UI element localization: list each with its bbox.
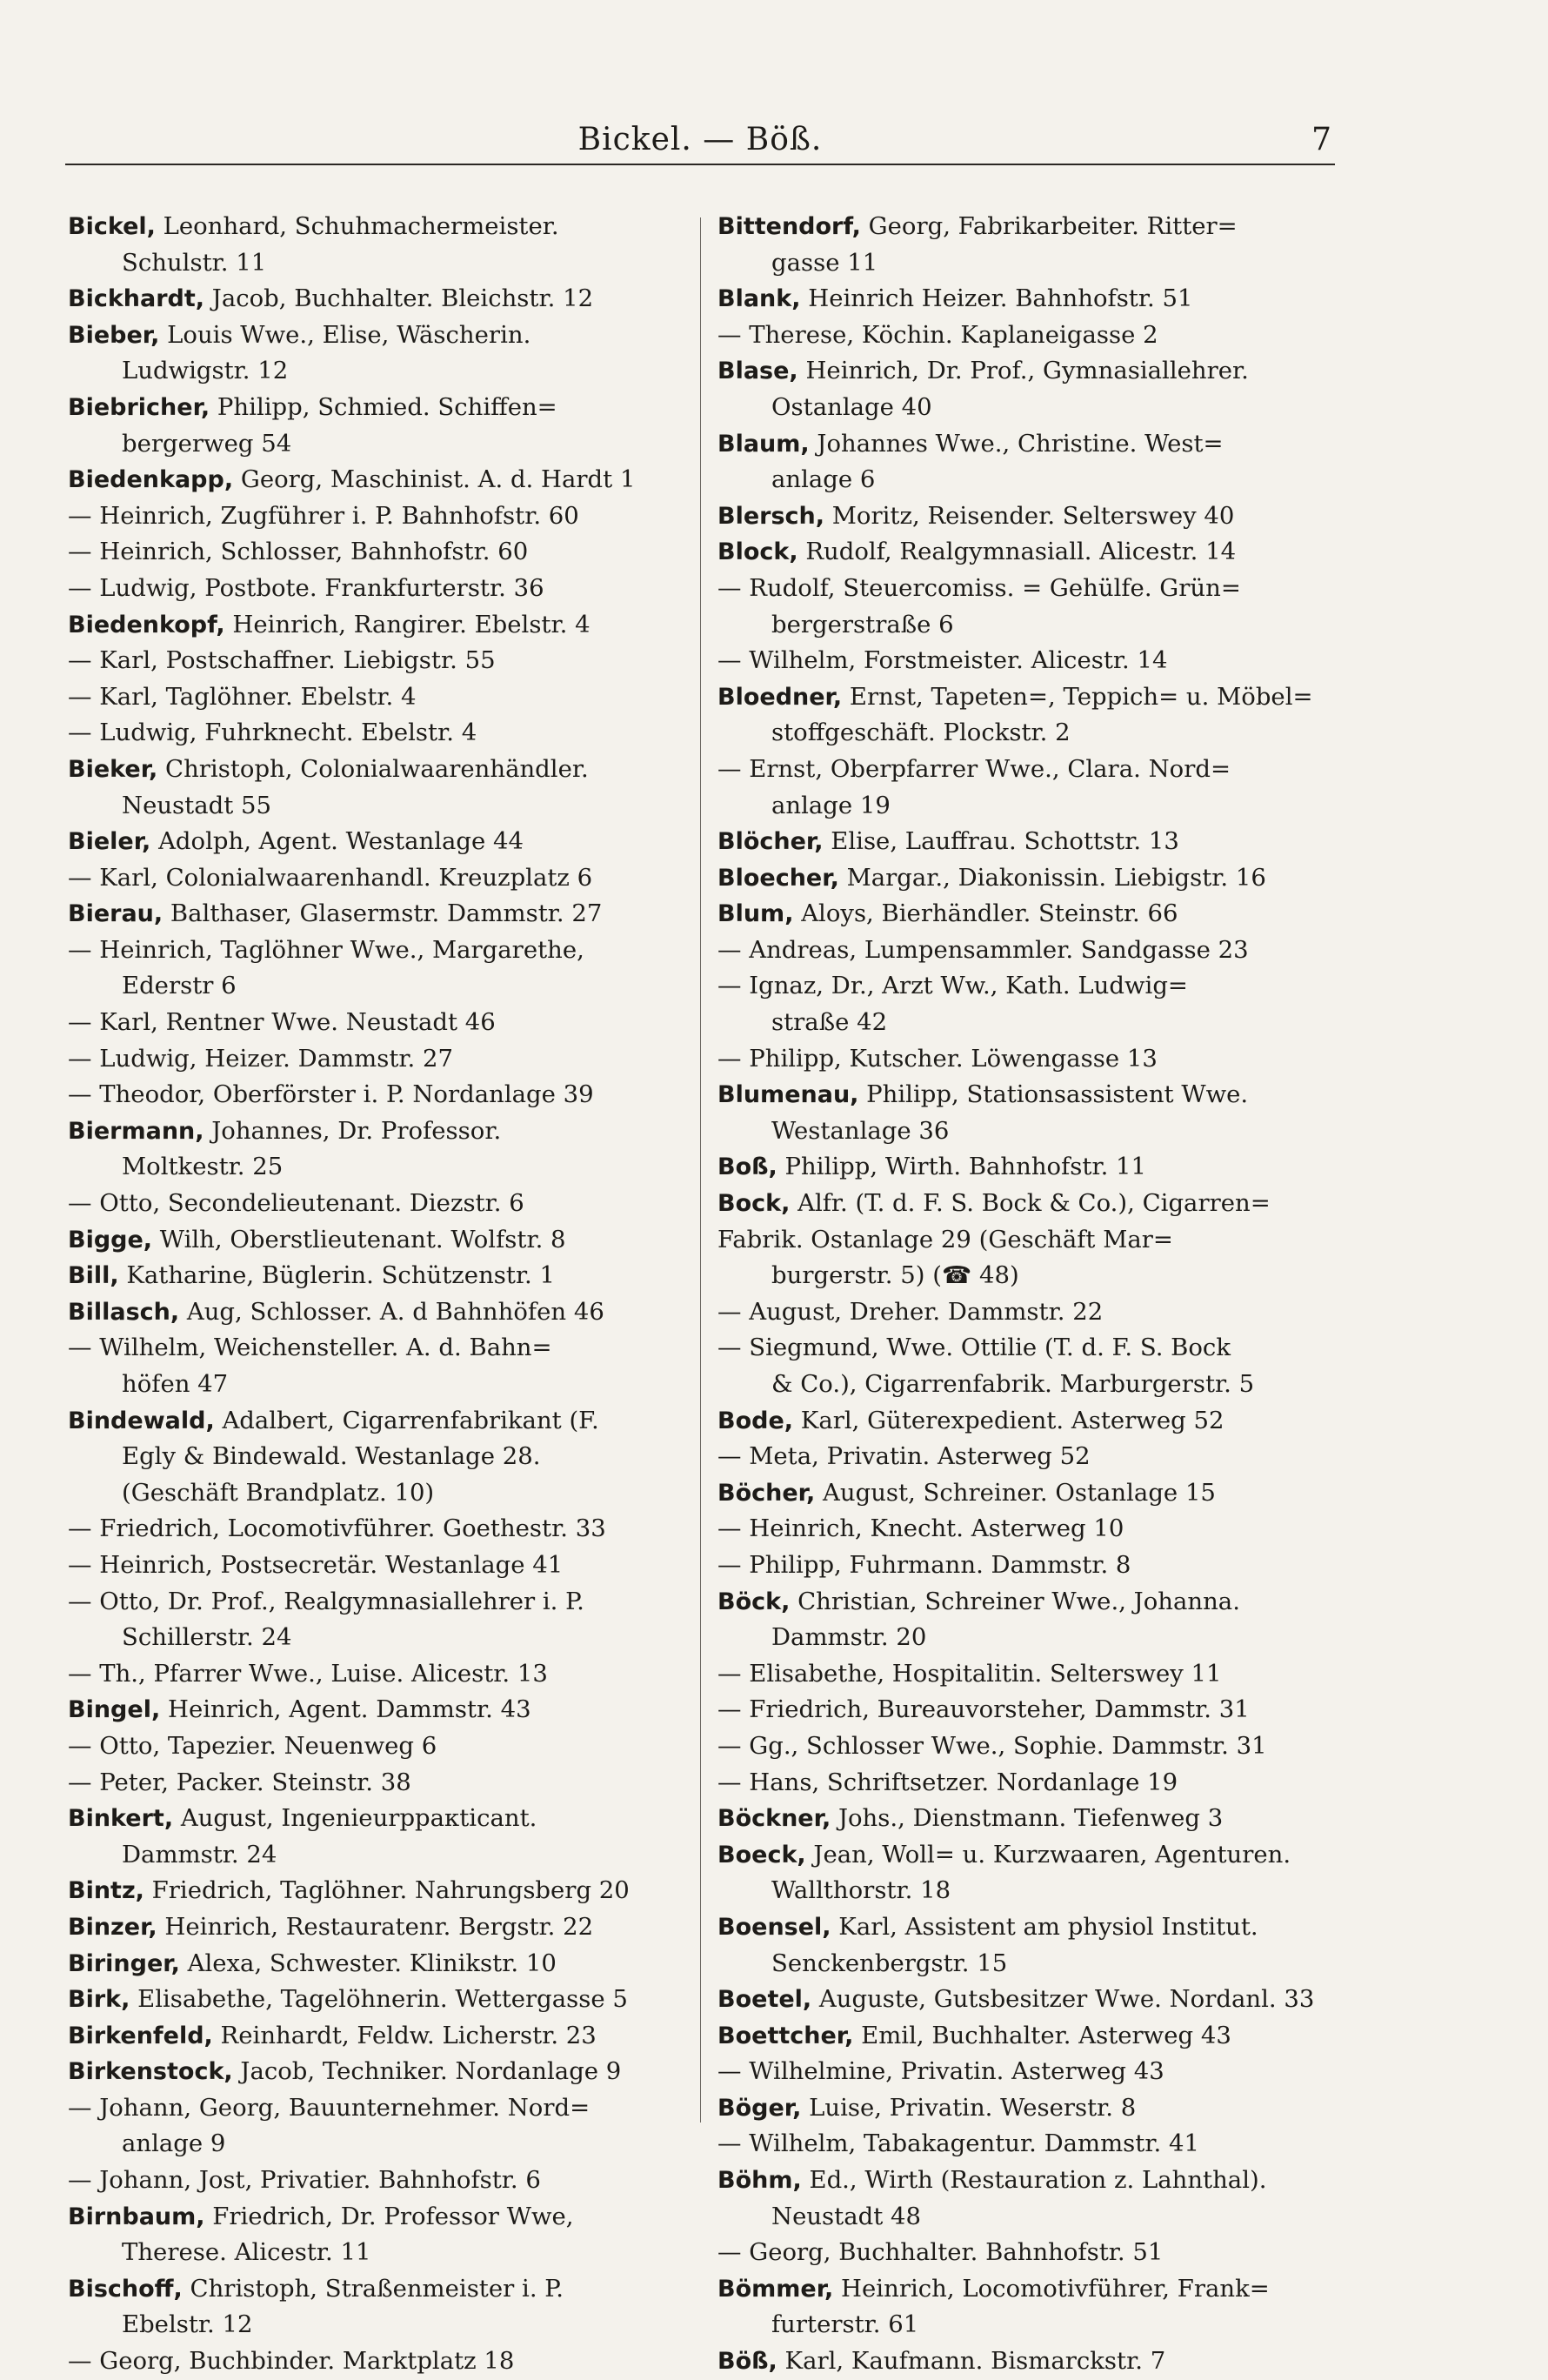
directory-line: [68, 2054, 690, 2090]
entry-text: furterstr. 61: [771, 2310, 919, 2339]
directory-line: [68, 715, 690, 752]
entry-text: — Ludwig, Postbote. Frankfurterstr. 36: [68, 573, 544, 602]
directory-line: [717, 679, 1339, 716]
directory-line: [717, 1113, 1339, 1150]
surname: Binkert,: [68, 1805, 174, 1833]
directory-line: [717, 968, 1339, 1005]
directory-line: [717, 2090, 1339, 2127]
directory-line: [68, 1222, 690, 1259]
entry-text: Ostanlage 40: [771, 392, 932, 421]
entry-text: Schulstr. 11: [122, 248, 267, 277]
entry-text: Egly & Bindewald. Westanlage 28.: [122, 1442, 541, 1471]
directory-line: [68, 933, 690, 969]
entry-text: — Philipp, Fuhrmann. Dammstr. 8: [717, 1550, 1131, 1579]
directory-line: [717, 1982, 1339, 2018]
entry-text: Luise, Privatin. Weserstr. 8: [801, 2093, 1137, 2122]
entry-text: Johannes, Dr. Professor.: [204, 1116, 502, 1145]
surname: Bock,: [717, 1190, 791, 1218]
entry-text: Moritz, Reisender. Selterswey 40: [824, 501, 1235, 530]
entry-text: — Karl, Colonialwaarenhandl. Kreuzplatz 6: [68, 863, 593, 892]
page-number: 7: [1311, 122, 1331, 157]
entry-text: Jacob, Buchhalter. Bleichstr. 12: [204, 284, 594, 313]
directory-line: [68, 1511, 690, 1548]
entry-text: — Therese, Köchin. Kaplaneigasse 2: [717, 320, 1158, 349]
entry-text: Alexa, Schwester. Klinikstr. 10: [179, 1949, 557, 1977]
entry-text: — Peter, Packer. Steinstr. 38: [68, 1768, 411, 1796]
entry-text: Heinrich, Restauratenr. Bergstr. 22: [157, 1912, 594, 1941]
entry-text: Christoph, Straßenmeister i. P.: [182, 2274, 564, 2303]
directory-line: [717, 1620, 1339, 1656]
directory-line: [717, 2163, 1339, 2199]
directory-line: [68, 824, 690, 860]
directory-line: [68, 1005, 690, 1041]
entry-text: anlage 9: [122, 2129, 226, 2158]
entry-text: Wallthorstr. 18: [771, 1876, 951, 1905]
entry-text: Schillerstr. 24: [122, 1623, 292, 1652]
entry-text: — Karl, Postschaffner. Liebigstr. 55: [68, 646, 496, 675]
entry-text: Wilh, Oberstlieutenant. Wolfstr. 8: [152, 1225, 566, 1254]
surname: Böck,: [717, 1588, 791, 1615]
directory-line: [717, 1946, 1339, 1982]
entry-text: — Wilhelm, Tabakagentur. Dammstr. 41: [717, 2129, 1199, 2158]
directory-line: [68, 860, 690, 897]
entry-text: Dammstr. 24: [122, 1840, 277, 1869]
surname: Bischoff,: [68, 2275, 183, 2303]
directory-line: [717, 1475, 1339, 1512]
surname: Blum,: [717, 900, 794, 928]
directory-line: [68, 1294, 690, 1331]
surname: Bigge,: [68, 1226, 153, 1254]
entry-text: anlage 6: [771, 465, 876, 494]
surname: Bickel,: [68, 213, 156, 240]
directory-line: [717, 752, 1339, 788]
surname: Birk,: [68, 1986, 130, 2014]
surname: Bieker,: [68, 755, 158, 783]
surname: Bill,: [68, 1262, 119, 1290]
entry-text: Reinhardt, Feldw. Licherstr. 23: [212, 2021, 597, 2049]
entry-text: burgerstr. 5) (☎ 48): [771, 1261, 1019, 1290]
entry-text: straße 42: [771, 1008, 888, 1037]
entry-text: — Karl, Taglöhner. Ebelstr. 4: [68, 682, 417, 711]
entry-text: höfen 47: [122, 1370, 229, 1398]
entry-text: — Ernst, Oberpfarrer Wwe., Clara. Nord=: [717, 754, 1231, 783]
directory-line: [717, 2271, 1339, 2308]
entry-text: Therese. Alicestr. 11: [122, 2238, 371, 2267]
entry-text: Ebelstr. 12: [122, 2310, 253, 2339]
entry-text: Adalbert, Cigarrenfabrikant (F.: [214, 1406, 599, 1434]
surname: Billasch,: [68, 1298, 180, 1326]
entry-text: Philipp, Schmied. Schiffen=: [210, 392, 557, 421]
directory-line: [717, 1584, 1339, 1621]
entry-text: Heinrich Heizer. Bahnhofstr. 51: [800, 284, 1193, 313]
directory-line: [68, 788, 690, 825]
entry-text: Ederstr 6: [122, 972, 237, 1000]
directory-line: [68, 2271, 690, 2308]
surname: Böhm,: [717, 2167, 802, 2195]
entry-text: bergerstraße 6: [771, 610, 954, 638]
entry-text: — Otto, Tapezier. Neuenweg 6: [68, 1731, 437, 1760]
directory-line: [717, 245, 1339, 282]
entry-text: — Meta, Privatin. Asterweg 52: [717, 1442, 1091, 1471]
directory-line: [68, 1367, 690, 1403]
entry-text: August, Schreiner. Ostanlage 15: [815, 1478, 1216, 1507]
entry-text: — August, Dreher. Dammstr. 22: [717, 1297, 1104, 1326]
directory-line: [717, 1728, 1339, 1765]
entry-text: Johannes Wwe., Christine. West=: [809, 429, 1224, 458]
entry-text: — Ludwig, Heizer. Dammstr. 27: [68, 1044, 454, 1073]
directory-line: [717, 715, 1339, 752]
entry-text: Adolph, Agent. Westanlage 44: [150, 827, 524, 856]
directory-line: [68, 1475, 690, 1512]
directory-line: [717, 1548, 1339, 1584]
entry-text: gasse 11: [771, 248, 878, 277]
directory-line: [717, 571, 1339, 607]
entry-text: Philipp, Stationsassistent Wwe.: [858, 1080, 1249, 1109]
entry-text: (Geschäft Brandplatz. 10): [122, 1478, 435, 1507]
surname: Bieler,: [68, 828, 151, 856]
directory-line: [68, 752, 690, 788]
surname: Boeck,: [717, 1841, 806, 1869]
entry-text: — Wilhelm, Forstmeister. Alicestr. 14: [717, 646, 1168, 675]
directory-line: [717, 1258, 1339, 1294]
entry-text: — Otto, Secondelieutenant. Diezstr. 6: [68, 1189, 524, 1218]
entry-text: Auguste, Gutsbesitzer Wwe. Nordanl. 33: [811, 1985, 1315, 2014]
entry-text: — Johann, Georg, Bauunternehmer. Nord=: [68, 2093, 591, 2122]
surname: Böckner,: [717, 1805, 831, 1833]
entry-text: Balthaser, Glasermstr. Dammstr. 27: [163, 899, 603, 928]
directory-line: [68, 1765, 690, 1802]
surname: Boensel,: [717, 1913, 831, 1941]
entry-text: Senckenbergstr. 15: [771, 1949, 1008, 1977]
entry-text: Heinrich, Agent. Dammstr. 43: [160, 1695, 531, 1724]
directory-line: [68, 353, 690, 390]
entry-text: — Ludwig, Fuhrknecht. Ebelstr. 4: [68, 719, 477, 747]
surname: Block,: [717, 538, 798, 566]
surname: Blöcher,: [717, 828, 824, 856]
surname: Birkenstock,: [68, 2058, 233, 2086]
entry-text: Heinrich, Locomotivführer, Frank=: [833, 2274, 1270, 2303]
directory-line: [717, 1909, 1339, 1946]
directory-line: [68, 1041, 690, 1078]
surname: Blase,: [717, 358, 798, 385]
surname: Blank,: [717, 285, 801, 313]
entry-text: Aloys, Bierhändler. Steinstr. 66: [793, 899, 1178, 928]
entry-text: Ludwigstr. 12: [122, 357, 289, 385]
surname: Biebricher,: [68, 393, 210, 421]
entry-text: — Th., Pfarrer Wwe., Luise. Alicestr. 13: [68, 1659, 548, 1688]
directory-line: [68, 2018, 690, 2055]
directory-line: [717, 1330, 1339, 1367]
entry-text: Christoph, Colonialwaarenhändler.: [157, 754, 589, 783]
surname: Bloecher,: [717, 864, 839, 892]
directory-line: [717, 353, 1339, 390]
directory-line: [717, 426, 1339, 463]
entry-text: — Heinrich, Postsecretär. Westanlage 41: [68, 1550, 564, 1579]
directory-line: [68, 1801, 690, 1837]
surname: Böcher,: [717, 1479, 816, 1507]
directory-line: [68, 2163, 690, 2199]
entry-text: Karl, Assistent am physiol Institut.: [831, 1912, 1258, 1941]
directory-line: [68, 1403, 690, 1440]
column-divider: [700, 217, 701, 2123]
directory-line: [68, 1186, 690, 1222]
directory-line: [68, 498, 690, 535]
directory-line: [68, 896, 690, 933]
directory-line: [68, 968, 690, 1005]
entry-text: Neustadt 55: [122, 791, 271, 819]
directory-line: [717, 2235, 1339, 2271]
right-column: [717, 209, 1339, 2380]
surname: Bierau,: [68, 900, 163, 928]
surname: Böß,: [717, 2348, 777, 2376]
entry-text: Johs., Dienstmann. Tiefenweg 3: [831, 1804, 1224, 1833]
surname: Boetel,: [717, 1986, 812, 2014]
directory-line: [68, 1548, 690, 1584]
entry-text: — Andreas, Lumpensammler. Sandgasse 23: [717, 935, 1249, 964]
directory-line: [68, 1330, 690, 1367]
directory-line: [68, 679, 690, 716]
directory-line: [68, 607, 690, 644]
left-column: [68, 209, 690, 2380]
surname: Biermann,: [68, 1117, 204, 1145]
directory-line: [717, 2307, 1339, 2343]
entry-text: Karl, Güterexpedient. Asterweg 52: [793, 1406, 1224, 1434]
directory-line: [68, 1077, 690, 1113]
directory-line: [717, 1511, 1339, 1548]
directory-line: [717, 896, 1339, 933]
running-title: Bickel. — Böß.: [577, 122, 823, 157]
entry-text: August, Ingenieurpракticant.: [173, 1804, 537, 1833]
entry-text: Jean, Woll= u. Kurzwaaren, Agenturen.: [805, 1840, 1291, 1869]
directory-line: [717, 1149, 1339, 1186]
surname: Birnbaum,: [68, 2203, 205, 2230]
directory-line: [717, 390, 1339, 426]
entry-text: — Heinrich, Knecht. Asterweg 10: [717, 1514, 1124, 1543]
directory-line: [68, 2343, 690, 2380]
directory-line: [717, 462, 1339, 498]
directory-line: [717, 1656, 1339, 1693]
surname: Bloedner,: [717, 683, 843, 711]
directory-line: [717, 281, 1339, 318]
directory-line: [717, 1005, 1339, 1041]
directory-line: [68, 1113, 690, 1150]
entry-text: — Heinrich, Schlosser, Bahnhofstr. 60: [68, 538, 529, 566]
surname: Böger,: [717, 2094, 802, 2122]
entry-text: — Friedrich, Bureauvorsteher, Dammstr. 31: [717, 1695, 1250, 1724]
entry-text: Neustadt 48: [771, 2202, 921, 2230]
directory-line: [717, 1367, 1339, 1403]
entry-text: — Wilhelmine, Privatin. Asterweg 43: [717, 2057, 1164, 2086]
entry-text: Jacob, Techniker. Nordanlage 9: [232, 2057, 622, 2086]
entry-text: — Hans, Schriftsetzer. Nordanlage 19: [717, 1768, 1178, 1796]
surname: Biedenkapp,: [68, 466, 234, 494]
entry-text: Philipp, Wirth. Bahnhofstr. 11: [777, 1153, 1147, 1181]
directory-line: [68, 2199, 690, 2236]
page-header: [65, 111, 1335, 165]
surname: Boettcher,: [717, 2022, 854, 2049]
entry-text: Aug, Schlosser. A. d Bahnhöfen 46: [179, 1297, 604, 1326]
surname: Blumenau,: [717, 1081, 859, 1109]
entry-text: — Theodor, Oberförster i. P. Nordanlage 39: [68, 1080, 594, 1109]
directory-line: [68, 1692, 690, 1728]
directory-line: [717, 209, 1339, 245]
entry-text: Ernst, Tapeten=, Teppich= u. Möbel=: [842, 682, 1313, 711]
directory-line: [717, 2054, 1339, 2090]
directory-line: [68, 281, 690, 318]
entry-text: Margar., Diakonissin. Liebigstr. 16: [838, 863, 1266, 892]
surname: Birkenfeld,: [68, 2022, 213, 2049]
surname: Blersch,: [717, 502, 825, 530]
surname: Bittendorf,: [717, 213, 861, 240]
directory-line: [717, 933, 1339, 969]
entry-text: anlage 19: [771, 791, 891, 819]
entry-text: — Karl, Rentner Wwe. Neustadt 46: [68, 1008, 496, 1037]
directory-line: [717, 1837, 1339, 1874]
directory-line: [717, 1692, 1339, 1728]
directory-line: [68, 1873, 690, 1909]
surname: Bickhardt,: [68, 285, 205, 313]
directory-line: [717, 1294, 1339, 1331]
entry-text: Karl, Kaufmann. Bismarckstr. 7: [777, 2347, 1166, 2376]
entry-text: Moltkestr. 25: [122, 1153, 284, 1181]
entry-text: Fabrik. Ostanlage 29 (Geschäft Mar=: [717, 1225, 1173, 1254]
entry-text: — Johann, Jost, Privatier. Bahnhofstr. 6: [68, 2166, 541, 2195]
directory-line: [717, 824, 1339, 860]
directory-line: [68, 462, 690, 498]
directory-line: [717, 498, 1339, 535]
directory-line: [717, 534, 1339, 571]
entry-text: — Elisabethe, Hospitalitin. Selterswey 11: [717, 1659, 1222, 1688]
directory-line: [68, 643, 690, 679]
directory-line: [68, 2126, 690, 2163]
surname: Bömmer,: [717, 2275, 834, 2303]
entry-text: Emil, Buchhalter. Asterweg 43: [853, 2021, 1231, 2049]
directory-line: [717, 1873, 1339, 1909]
entry-text: Westanlage 36: [771, 1116, 950, 1145]
directory-line: [717, 860, 1339, 897]
directory-line: [717, 1801, 1339, 1837]
directory-line: [68, 2307, 690, 2343]
entry-text: — Wilhelm, Weichensteller. A. d. Bahn=: [68, 1334, 552, 1362]
directory-line: [717, 1222, 1339, 1259]
entry-text: — Friedrich, Locomotivführer. Goethestr. 33: [68, 1514, 606, 1543]
directory-line: [717, 1077, 1339, 1113]
entry-text: Heinrich, Dr. Prof., Gymnasiallehrer.: [797, 357, 1249, 385]
directory-line: [68, 2090, 690, 2127]
entry-text: Rudolf, Realgymnasiall. Alicestr. 14: [797, 538, 1237, 566]
entry-text: — Siegmund, Wwe. Ottilie (T. d. F. S. Bock: [717, 1334, 1231, 1362]
surname: Boß,: [717, 1153, 777, 1181]
directory-line: [717, 607, 1339, 644]
entry-text: Elise, Lauffrau. Schottstr. 13: [823, 827, 1179, 856]
directory-line: [68, 245, 690, 282]
directory-line: [68, 1982, 690, 2018]
directory-line: [717, 318, 1339, 354]
directory-line: [717, 1439, 1339, 1475]
directory-line: [68, 2235, 690, 2271]
surname: Blaum,: [717, 430, 810, 458]
directory-line: [717, 1186, 1339, 1222]
directory-line: [68, 1149, 690, 1186]
entry-text: bergerweg 54: [122, 429, 292, 458]
directory-line: [68, 209, 690, 245]
directory-line: [68, 1837, 690, 1874]
entry-text: Christian, Schreiner Wwe., Johanna.: [790, 1587, 1240, 1615]
entry-text: Elisabethe, Tagelöhnerin. Wettergasse 5: [130, 1985, 628, 2014]
entry-text: — Heinrich, Zugführer i. P. Bahnhofstr. 60: [68, 501, 579, 530]
directory-line: [717, 2126, 1339, 2163]
entry-text: Georg, Fabrikarbeiter. Ritter=: [860, 212, 1238, 240]
surname: Biringer,: [68, 1949, 180, 1977]
entry-text: Friedrich, Taglöhner. Nahrungsberg 20: [143, 1876, 630, 1905]
entry-text: — Philipp, Kutscher. Löwengasse 13: [717, 1044, 1158, 1073]
directory-line: [717, 1041, 1339, 1078]
entry-text: stoffgeschäft. Plockstr. 2: [771, 719, 1071, 747]
directory-line: [68, 1620, 690, 1656]
directory-line: [68, 1728, 690, 1765]
directory-line: [68, 1584, 690, 1621]
directory-line: [717, 1403, 1339, 1440]
entry-text: Leonhard, Schuhmachermeister.: [155, 212, 559, 240]
directory-line: [717, 2199, 1339, 2236]
entry-text: — Heinrich, Taglöhner Wwe., Margarethe,: [68, 935, 584, 964]
surname: Bintz,: [68, 1877, 144, 1905]
entry-text: Dammstr. 20: [771, 1623, 927, 1652]
surname: Bieber,: [68, 321, 160, 349]
directory-line: [68, 426, 690, 463]
entry-text: Katharine, Büglerin. Schützenstr. 1: [118, 1261, 556, 1290]
surname: Bingel,: [68, 1696, 161, 1724]
directory-line: [68, 1439, 690, 1475]
entry-text: Heinrich, Rangirer. Ebelstr. 4: [224, 610, 591, 638]
entry-text: — Rudolf, Steuercomiss. = Gehülfe. Grün=: [717, 573, 1241, 602]
directory-line: [68, 571, 690, 607]
entry-text: Louis Wwe., Elise, Wäscherin.: [159, 320, 531, 349]
entry-text: Ed., Wirth (Restauration z. Lahnthal).: [801, 2166, 1267, 2195]
surname: Bode,: [717, 1407, 794, 1434]
surname: Binzer,: [68, 1913, 157, 1941]
directory-line: [68, 534, 690, 571]
entry-text: & Co.), Cigarrenfabrik. Marburgerstr. 5: [771, 1370, 1255, 1398]
entry-text: — Gg., Schlosser Wwe., Sophie. Dammstr. 31: [717, 1731, 1267, 1760]
directory-line: [68, 318, 690, 354]
entry-text: — Ignaz, Dr., Arzt Ww., Kath. Ludwig=: [717, 972, 1188, 1000]
directory-line: [68, 1656, 690, 1693]
entry-text: — Georg, Buchbinder. Marktplatz 18: [68, 2347, 515, 2376]
directory-line: [717, 1765, 1339, 1802]
surname: Bindewald,: [68, 1407, 215, 1434]
surname: Biedenkopf,: [68, 611, 225, 638]
directory-line: [717, 643, 1339, 679]
entry-text: — Otto, Dr. Prof., Realgymnasiallehrer i. P.: [68, 1587, 584, 1615]
entry-text: — Georg, Buchhalter. Bahnhofstr. 51: [717, 2238, 1164, 2267]
entry-text: Friedrich, Dr. Professor Wwe,: [204, 2202, 574, 2230]
directory-line: [68, 1946, 690, 1982]
directory-line: [717, 2343, 1339, 2380]
directory-line: [68, 1258, 690, 1294]
directory-line: [717, 788, 1339, 825]
entry-text: Georg, Maschinist. A. d. Hardt 1: [233, 465, 636, 494]
directory-line: [717, 2018, 1339, 2055]
directory-line: [68, 1909, 690, 1946]
directory-line: [68, 390, 690, 426]
entry-text: Alfr. (T. d. F. S. Bock & Co.), Cigarren=: [790, 1189, 1271, 1218]
